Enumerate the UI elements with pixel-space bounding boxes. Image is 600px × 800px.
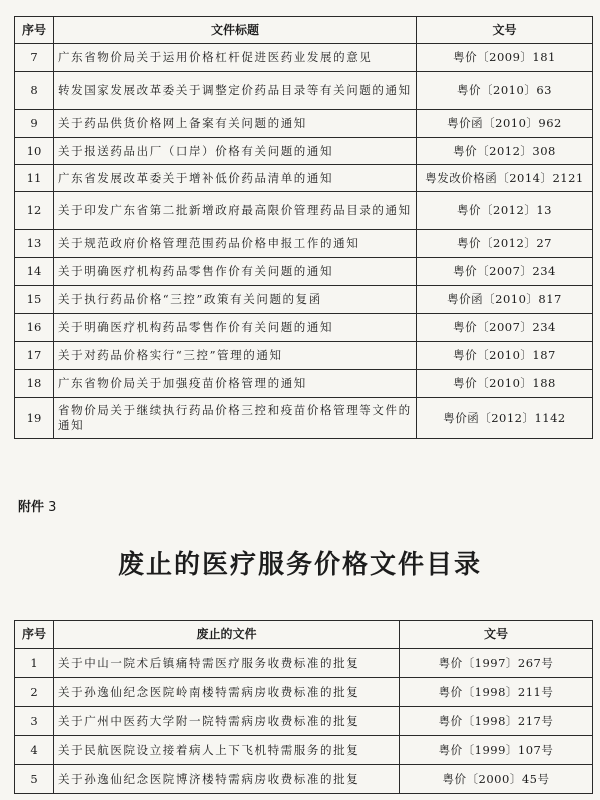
row-serial-number: 9 — [15, 110, 54, 138]
row-document-title: 省物价局关于继续执行药品价格三控和疫苗价格管理等文件的通知 — [54, 398, 417, 439]
header-document-number: 文号 — [400, 621, 593, 649]
row-serial-number: 10 — [15, 138, 54, 165]
row-document-number: 粤价〔2010〕188 — [417, 370, 593, 398]
section-title: 废止的医疗服务价格文件目录 — [117, 550, 482, 580]
row-serial-number: 14 — [15, 258, 54, 286]
table-row — [15, 230, 593, 258]
table-row — [15, 398, 593, 439]
row-document-title: 关于对药品价格实行“三控”管理的通知 — [54, 342, 417, 370]
row-serial-number: 4 — [15, 736, 54, 765]
row-document-number: 粤价〔1998〕211号 — [400, 678, 593, 707]
row-document-number: 粤价〔2012〕27 — [417, 230, 593, 258]
row-document-number: 粤价〔2012〕308 — [417, 138, 593, 165]
row-serial-number: 19 — [15, 398, 54, 439]
row-serial-number: 15 — [15, 286, 54, 314]
table-row — [15, 44, 593, 72]
row-serial-number: 3 — [15, 707, 54, 736]
row-document-number: 粤价〔1998〕217号 — [400, 707, 593, 736]
row-serial-number: 12 — [15, 192, 54, 230]
row-serial-number: 5 — [15, 765, 54, 794]
header-document-number: 文号 — [417, 17, 593, 44]
row-document-title: 转发国家发展改革委关于调整定价药品目录等有关问题的通知 — [54, 72, 417, 110]
table-row — [15, 314, 593, 342]
row-serial-number: 2 — [15, 678, 54, 707]
row-document-number: 粤价〔2010〕187 — [417, 342, 593, 370]
row-document-title: 关于药品供货价格网上备案有关问题的通知 — [54, 110, 417, 138]
row-serial-number: 17 — [15, 342, 54, 370]
row-document-number: 粤价函〔2010〕962 — [417, 110, 593, 138]
row-serial-number: 7 — [15, 44, 54, 72]
row-document-number: 粤价〔2007〕234 — [417, 258, 593, 286]
row-document-title: 关于孙逸仙纪念医院博济楼特需病房收费标准的批复 — [54, 765, 400, 794]
row-document-title: 广东省发展改革委关于增补低价药品清单的通知 — [54, 165, 417, 192]
row-document-title: 广东省物价局关于加强疫苗价格管理的通知 — [54, 370, 417, 398]
table-row — [15, 678, 593, 707]
header-abolished-document: 废止的文件 — [54, 621, 400, 649]
row-document-title: 关于印发广东省第二批新增政府最高限价管理药品目录的通知 — [54, 192, 417, 230]
row-serial-number: 13 — [15, 230, 54, 258]
attachment-label — [18, 496, 56, 515]
row-document-title: 关于广州中医药大学附一院特需病房收费标准的批复 — [54, 707, 400, 736]
table-row — [15, 286, 593, 314]
row-document-title: 关于明确医疗机构药品零售作价有关问题的通知 — [54, 258, 417, 286]
row-document-number: 粤价〔2010〕63 — [417, 72, 593, 110]
table-row — [15, 138, 593, 165]
row-document-number: 粤价〔2009〕181 — [417, 44, 593, 72]
row-document-number: 粤价〔1999〕107号 — [400, 736, 593, 765]
header-serial-number: 序号 — [15, 17, 54, 44]
row-document-title: 关于规范政府价格管理范围药品价格申报工作的通知 — [54, 230, 417, 258]
row-document-title: 关于报送药品出厂（口岸）价格有关问题的通知 — [54, 138, 417, 165]
table-row — [15, 370, 593, 398]
row-document-number: 粤价函〔2010〕817 — [417, 286, 593, 314]
table-row — [15, 649, 593, 678]
table-row — [15, 258, 593, 286]
table-row — [15, 165, 593, 192]
table-row — [15, 707, 593, 736]
attachment-number: 3 — [48, 500, 57, 515]
table-row — [15, 765, 593, 794]
row-document-title: 关于民航医院设立接着病人上下飞机特需服务的批复 — [54, 736, 400, 765]
row-serial-number: 18 — [15, 370, 54, 398]
row-document-title: 关于中山一院术后镇痛特需医疗服务收费标准的批复 — [54, 649, 400, 678]
row-document-number: 粤价〔2000〕45号 — [400, 765, 593, 794]
attachment-word: 附件 — [18, 500, 45, 515]
table-row — [15, 72, 593, 110]
row-document-number: 粤价函〔2012〕1142 — [417, 398, 593, 439]
row-document-title: 关于孙逸仙纪念医院岭南楼特需病房收费标准的批复 — [54, 678, 400, 707]
row-document-number: 粤价〔2007〕234 — [417, 314, 593, 342]
row-serial-number: 11 — [15, 165, 54, 192]
table-header-row — [15, 621, 593, 649]
table-row — [15, 110, 593, 138]
row-document-title: 关于明确医疗机构药品零售作价有关问题的通知 — [54, 314, 417, 342]
abolished-documents-table — [14, 620, 593, 794]
table-row — [15, 192, 593, 230]
table-row — [15, 342, 593, 370]
row-document-title: 关于执行药品价格“三控”政策有关问题的复函 — [54, 286, 417, 314]
header-document-title: 文件标题 — [54, 17, 417, 44]
table-header-row — [15, 17, 593, 44]
row-serial-number: 16 — [15, 314, 54, 342]
row-serial-number: 8 — [15, 72, 54, 110]
row-document-title: 广东省物价局关于运用价格杠杆促进医药业发展的意见 — [54, 44, 417, 72]
row-document-number: 粤价〔2012〕13 — [417, 192, 593, 230]
table-row — [15, 736, 593, 765]
row-serial-number: 1 — [15, 649, 54, 678]
price-document-table — [14, 16, 593, 439]
header-serial-number: 序号 — [15, 621, 54, 649]
row-document-number: 粤价〔1997〕267号 — [400, 649, 593, 678]
row-document-number: 粤发改价格函〔2014〕2121 — [417, 165, 593, 192]
